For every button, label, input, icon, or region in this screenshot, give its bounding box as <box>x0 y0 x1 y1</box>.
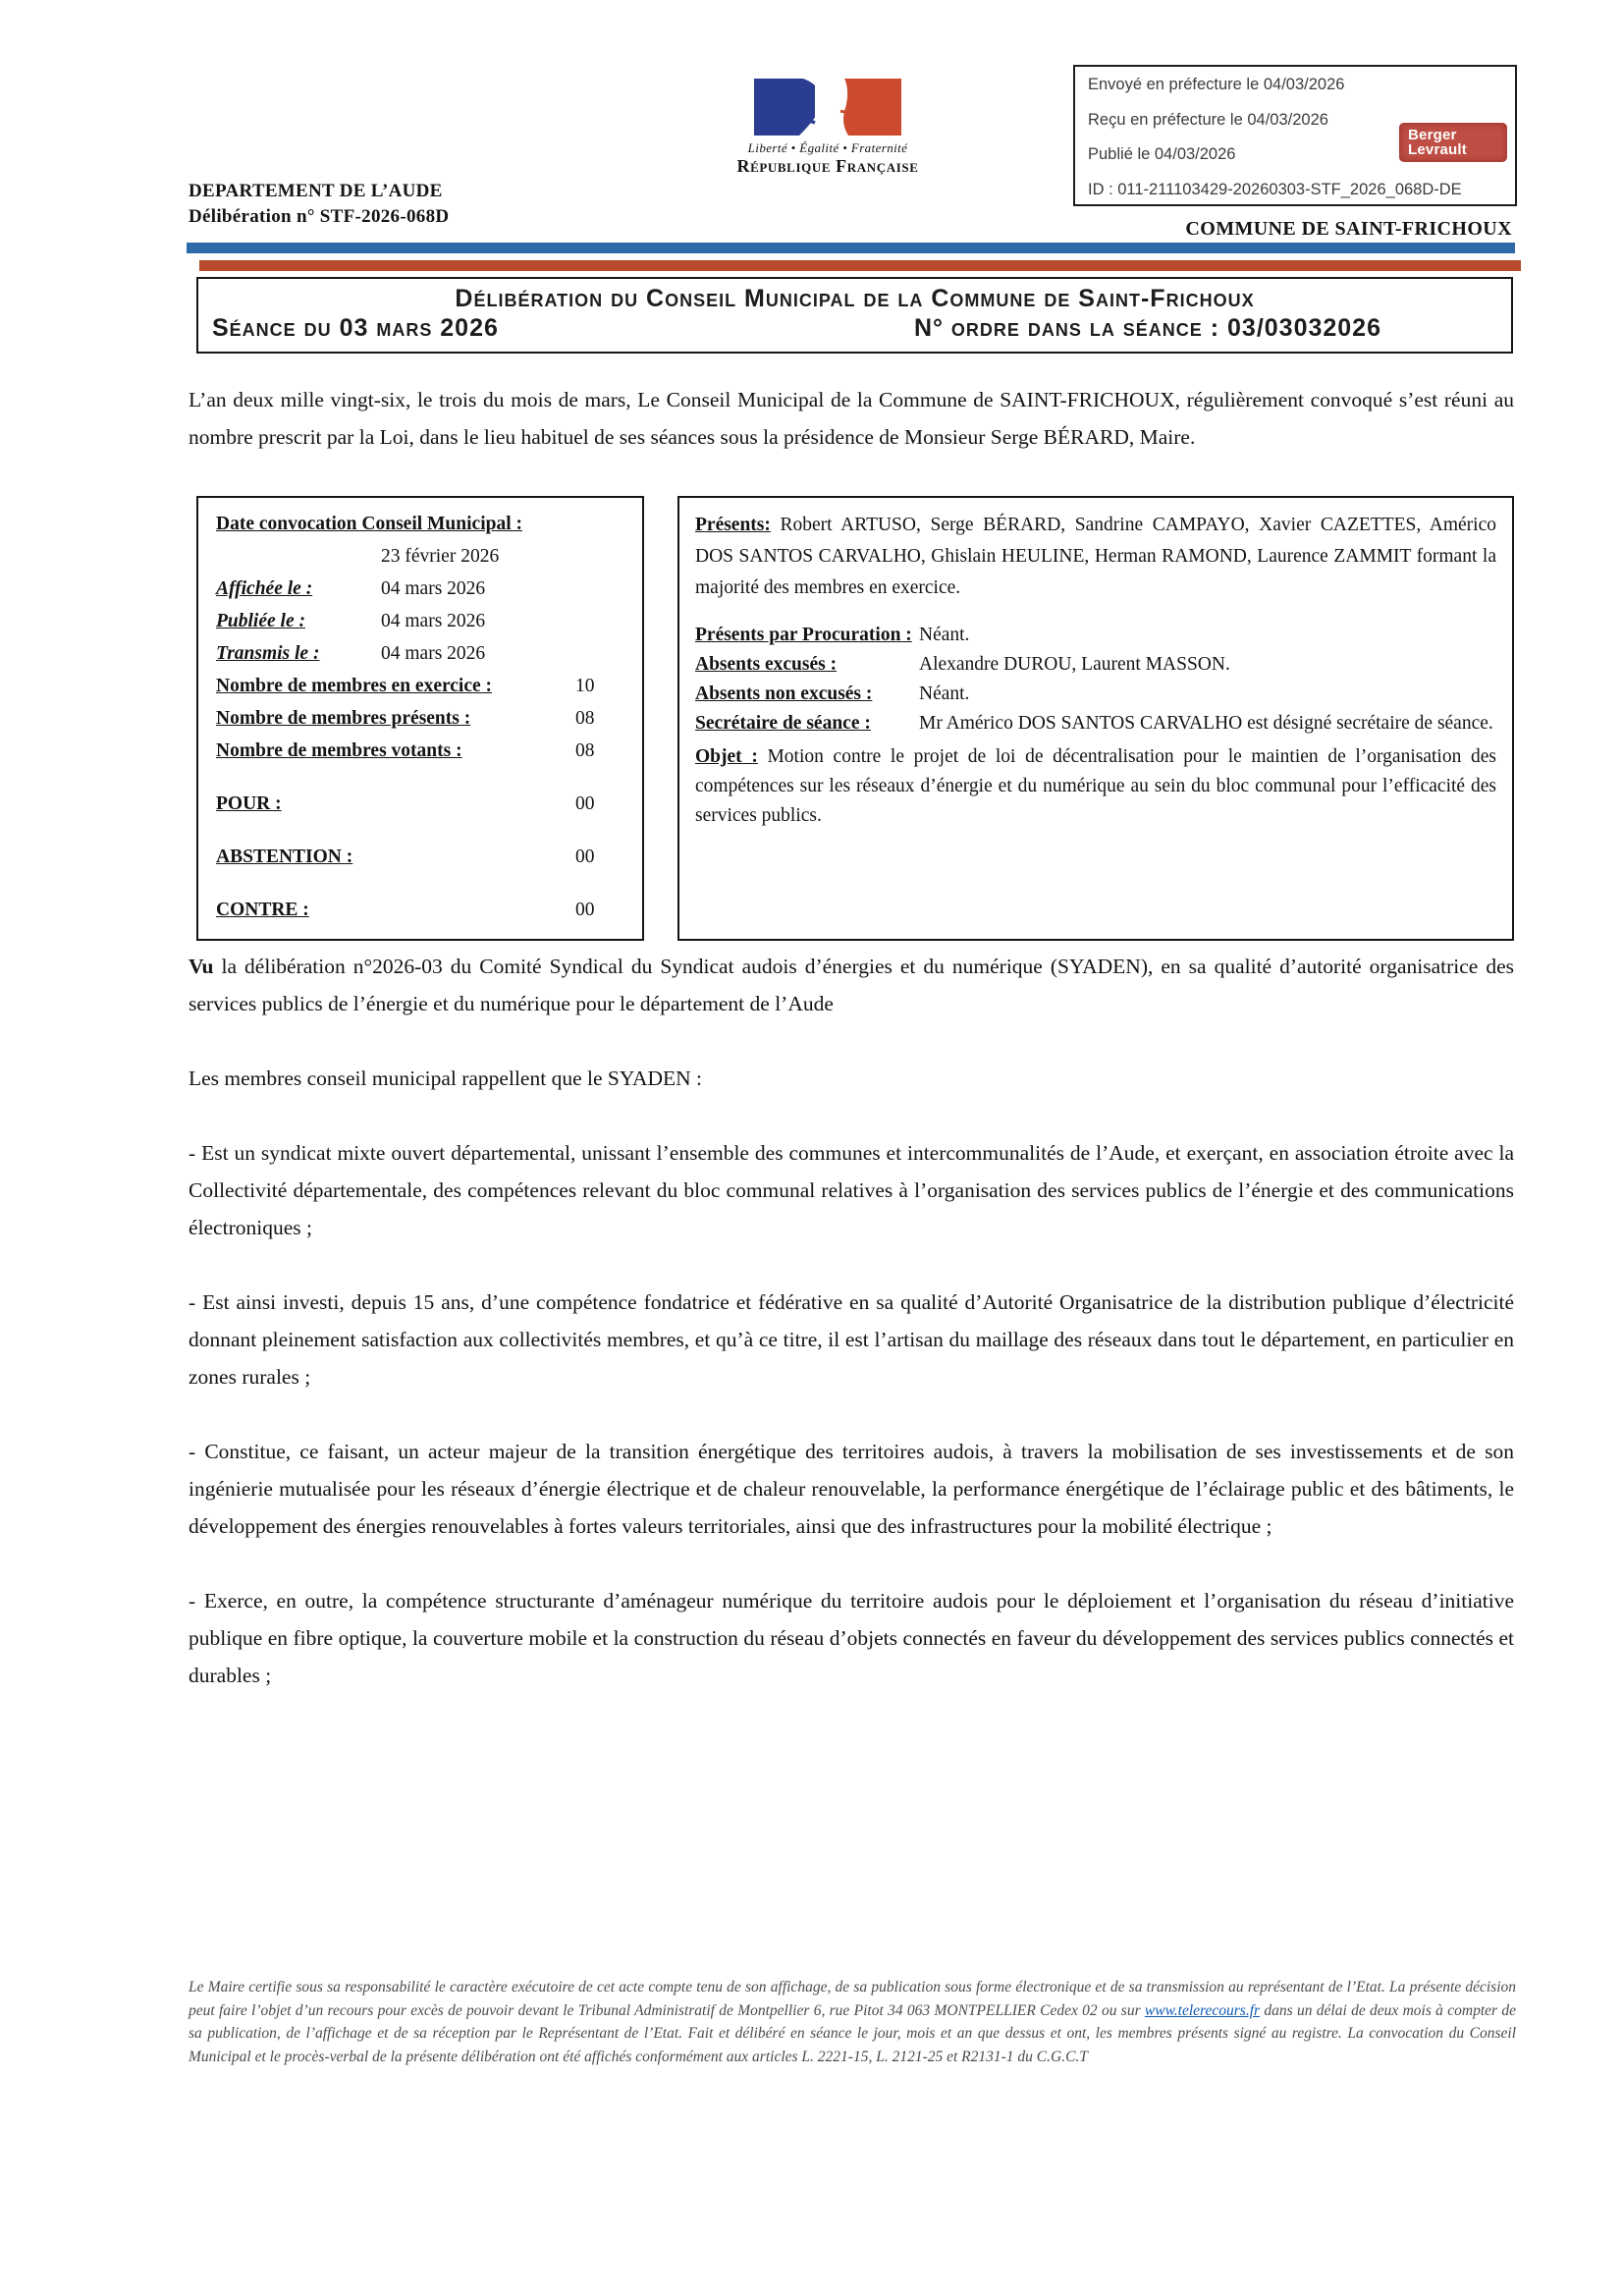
contre-label: CONTRE : <box>216 900 309 920</box>
blue-divider-bar <box>187 243 1515 253</box>
stamp-id-line: ID : 011-211103429-20260303-STF_2026_068D-DE <box>1088 180 1462 198</box>
absents-non-excuses-row <box>695 680 1496 709</box>
absents-excuses-row <box>695 650 1496 680</box>
objet-text: Motion contre le projet de loi de décentralisation pour le maintien de l’organisation des compétences sur les réseaux d’énergie et du numérique au sein du bloc communal pour l’efficacité des services publics. <box>695 746 1496 826</box>
secretaire-row <box>695 709 1496 738</box>
transmis-row <box>216 640 626 667</box>
abstention-value: 00 <box>575 847 595 867</box>
affichee-label: Affichée le : <box>216 578 313 599</box>
meeting-info-box <box>196 496 644 941</box>
badge-line-2: Levrault <box>1408 141 1467 158</box>
absents-non-excuses-label: Absents non excusés : <box>695 683 873 704</box>
procuration-value: Néant. <box>919 625 970 645</box>
body-item-1: - Est un syndicat mixte ouvert départemental, unissant l’ensemble des communes et intercommunalités de l’Aude, et exerçant, en association étroite avec la Collectivité départementale, des compétences relevant du bloc communal relatives à l’organisation des services publics de l’énergie et des communications électroniques ; <box>189 1141 1514 1239</box>
banner-subrow <box>212 313 1497 343</box>
absents-excuses-value: Alexandre DUROU, Laurent MASSON. <box>919 654 1230 675</box>
convocation-date-label: Date convocation Conseil Municipal : <box>216 514 522 534</box>
membres-votants-label: Nombre de membres votants : <box>216 740 462 761</box>
berger-levrault-badge <box>1399 123 1507 162</box>
membres-presents-row <box>216 705 626 732</box>
body-item-3: - Constitue, ce faisant, un acteur majeur de la transition énergétique des territoires audois, à travers la mobilisation de ses investissements et de son ingénierie mutualisée pour les réseaux d’énergie électrique et de chaleur renouvelable, la performance énergétique de l’éclairage public et des bâtiments, le développement des énergies renouvelables à fortes valeurs territoriales, ainsi que des infrastructures pour la mobilité électrique ; <box>189 1440 1514 1538</box>
publiee-row <box>216 608 626 634</box>
membres-exercice-row <box>216 673 626 699</box>
vu-keyword: Vu <box>189 955 214 978</box>
body-item-4: - Exerce, en outre, la compétence structurante d’aménageur numérique du territoire audois pour le déploiement et l’organisation du réseau d’initiative publique en fibre optique, la couverture mobile et la construction du réseau d’objets connectés en faveur du développement des services publics connectés et durables ; <box>189 1589 1514 1687</box>
logo-motto: Liberté • Égalité • Fraternité <box>747 140 908 155</box>
procuration-row <box>695 621 1496 650</box>
spacer-cell <box>216 543 381 570</box>
intro-paragraph: L’an deux mille vingt-six, le trois du mois de mars, Le Conseil Municipal de la Commune de SAINT-FRICHOUX, régulièrement convoqué s’est réuni au nombre prescrit par la Loi, dans le lieu habituel de ses séances sous la présidence de Monsieur Serge BÉRARD, Maire. <box>189 388 1514 449</box>
logo-country-label: République Française <box>736 156 919 176</box>
red-divider-bar <box>199 260 1521 271</box>
body-item-2: - Est ainsi investi, depuis 15 ans, d’une compétence fondatrice et fédérative en sa qualité d’Autorité Organisatrice de la distribution publique d’électricité donnant pleinement satisfaction aux collectivités membres, et qu’à ce titre, il est l’artisan du maillage des réseaux dans tout le département, en particulier en zones rurales ; <box>189 1290 1514 1389</box>
deliberation-number: Délibération n° STF-2026-068D <box>189 206 450 227</box>
attendance-box <box>677 496 1514 941</box>
absents-excuses-label: Absents excusés : <box>695 654 838 675</box>
abstention-label: ABSTENTION : <box>216 847 353 867</box>
objet-paragraph <box>695 742 1496 831</box>
republique-francaise-logo <box>734 79 921 177</box>
transmis-label: Transmis le : <box>216 643 320 664</box>
prefecture-stamp-box <box>1073 65 1517 206</box>
publiee-label: Publiée le : <box>216 611 305 631</box>
membres-votants-value: 08 <box>575 740 595 761</box>
legal-footer <box>189 1976 1516 2068</box>
presents-paragraph <box>695 510 1496 604</box>
membres-votants-row <box>216 738 626 764</box>
info-boxes <box>196 496 1514 941</box>
absents-non-excuses-value: Néant. <box>919 683 970 704</box>
publiee-value: 04 mars 2026 <box>381 611 486 631</box>
department-label: DEPARTEMENT DE L’AUDE <box>189 181 443 201</box>
membres-presents-value: 08 <box>575 708 595 729</box>
presents-names: Robert ARTUSO, Serge BÉRARD, Sandrine CAMPAYO, Xavier CAZETTES, Américo DOS SANTOS CARVALHO, Ghislain HEULINE, Herman RAMOND, Laurence ZAMMIT formant la majorité des membres en exercice. <box>695 515 1496 598</box>
recall-paragraph: Les membres conseil municipal rappellent que le SYADEN : <box>189 1066 703 1090</box>
commune-label: COMMUNE DE SAINT-FRICHOUX <box>1185 218 1512 240</box>
legal-text-part1: Le Maire certifie sous sa responsabilité le caractère exécutoire de cet acte compte tenu de son affichage, de sa publication sous forme électronique et de sa transmission au représentant de l’Etat. La présente décision peut faire l’objet d’un recours pour excès de pouvoir devant le Tribunal Administratif de Montpellier 6, rue Pitot 34 063 MONTPELLIER Cedex 02 ou sur <box>189 1979 1516 2019</box>
contre-row <box>216 897 626 923</box>
badge-line-1: Berger <box>1408 127 1457 143</box>
contre-value: 00 <box>575 900 595 920</box>
secretaire-value: Mr Américo DOS SANTOS CARVALHO est désigné secrétaire de séance. <box>919 713 1493 734</box>
legal-text-part2: dans un délai de deux mois à compter de sa publication, de l’affichage et de sa réception par le Représentant de l’Etat. Fait et délibéré en séance le jour, mois et an que dessus et ont, les membres présents signé au registre. La convocation du Conseil Municipal et le procès-verbal de la présente délibération ont été affichés conformément aux articles L. 2221-15, L. 2121-25 et R2131-1 du C.G.C.T <box>189 2001 1516 2065</box>
pour-value: 00 <box>575 793 595 814</box>
telerecours-link[interactable]: www.telerecours.fr <box>1144 2001 1261 2019</box>
membres-presents-label: Nombre de membres présents : <box>216 708 471 729</box>
deliberation-title: Délibération du Conseil Municipal de la Commune de Saint-Frichoux <box>455 285 1255 312</box>
convocation-date-value: 23 février 2026 <box>381 546 500 567</box>
objet-label: Objet : <box>695 746 758 767</box>
secretaire-label: Secrétaire de séance : <box>695 713 871 734</box>
marianne-flag-icon <box>754 79 901 136</box>
pour-label: POUR : <box>216 793 282 814</box>
convocation-date-value-row <box>216 543 626 570</box>
stamp-received-line: Reçu en préfecture le 04/03/2026 <box>1088 110 1328 129</box>
membres-exercice-value: 10 <box>575 676 595 696</box>
abstention-row <box>216 844 626 870</box>
affichee-row <box>216 575 626 602</box>
stamp-published-line: Publié le 04/03/2026 <box>1088 145 1236 164</box>
order-number-label: N° ordre dans la séance : 03/03032026 <box>913 314 1381 342</box>
presents-label: Présents: <box>695 515 771 535</box>
affichee-value: 04 mars 2026 <box>381 578 486 599</box>
membres-exercice-label: Nombre de membres en exercice : <box>216 676 493 696</box>
deliberation-body <box>189 948 1514 1731</box>
vu-text: la délibération n°2026-03 du Comité Syndical du Syndicat audois d’énergies et du numérique (SYADEN), en sa qualité d’autorité organisatrice des services publics de l’énergie et du numérique pour le département de l’Aude <box>189 955 1514 1015</box>
session-date-label: Séance du 03 mars 2026 <box>212 314 499 342</box>
convocation-date-row <box>216 511 626 537</box>
pour-row <box>216 791 626 817</box>
transmis-value: 04 mars 2026 <box>381 643 486 664</box>
procuration-label: Présents par Procuration : <box>695 625 912 645</box>
vu-paragraph <box>189 948 1514 1022</box>
stamp-sent-line: Envoyé en préfecture le 04/03/2026 <box>1088 76 1345 93</box>
title-banner <box>196 277 1513 354</box>
